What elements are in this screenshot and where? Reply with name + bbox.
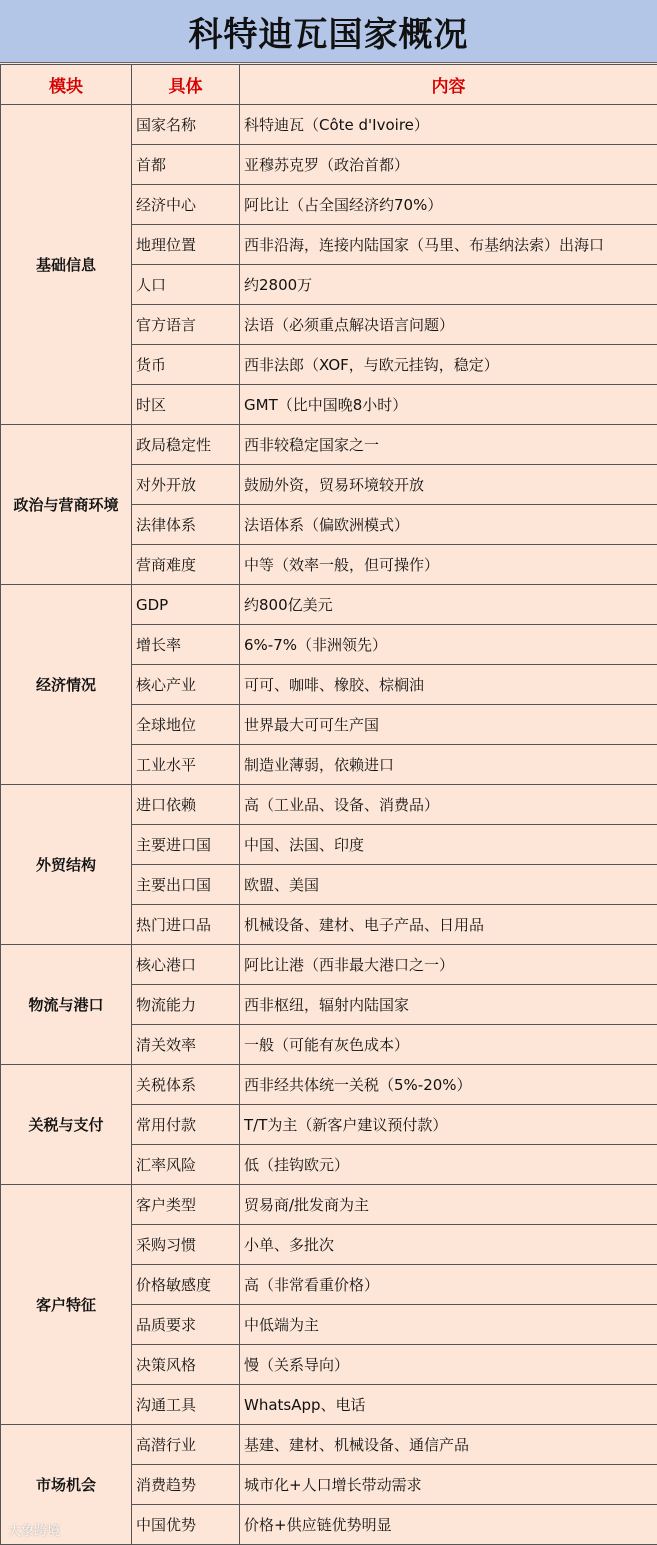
content-cell: 中国、法国、印度 [240,825,657,865]
table-row [1,1425,657,1465]
item-cell: 人口 [132,265,240,305]
header-content: 内容 [240,65,657,105]
item-cell: 工业水平 [132,745,240,785]
item-cell: 核心产业 [132,665,240,705]
item-cell: 客户类型 [132,1185,240,1225]
item-cell: 政局稳定性 [132,425,240,465]
content-cell: 鼓励外资，贸易环境较开放 [240,465,657,505]
content-cell: 欧盟、美国 [240,865,657,905]
content-cell: 价格+供应链优势明显 [240,1505,657,1545]
item-cell: 货币 [132,345,240,385]
module-cell: 客户特征 [1,1185,132,1425]
item-cell: 沟通工具 [132,1385,240,1425]
content-cell: 西非较稳定国家之一 [240,425,657,465]
content-cell: 高（工业品、设备、消费品） [240,785,657,825]
content-cell: 西非枢纽，辐射内陆国家 [240,985,657,1025]
item-cell: 清关效率 [132,1025,240,1065]
content-cell: 阿比让（占全国经济约70%） [240,185,657,225]
item-cell: 法律体系 [132,505,240,545]
item-cell: 国家名称 [132,105,240,145]
content-cell: 阿比让港（西非最大港口之一） [240,945,657,985]
item-cell: 对外开放 [132,465,240,505]
table-row [1,585,657,625]
content-cell: 科特迪瓦（Côte d'Ivoire） [240,105,657,145]
module-cell: 物流与港口 [1,945,132,1065]
content-cell: 西非沿海，连接内陆国家（马里、布基纳法索）出海口 [240,225,657,265]
content-cell: 制造业薄弱，依赖进口 [240,745,657,785]
item-cell: 进口依赖 [132,785,240,825]
item-cell: 首都 [132,145,240,185]
content-cell: 西非法郎（XOF，与欧元挂钩，稳定） [240,345,657,385]
overview-table [0,64,657,1545]
content-cell: 约800亿美元 [240,585,657,625]
item-cell: 主要出口国 [132,865,240,905]
content-cell: 一般（可能有灰色成本） [240,1025,657,1065]
content-cell: 6%-7%（非洲领先） [240,625,657,665]
content-cell: 城市化+人口增长带动需求 [240,1465,657,1505]
item-cell: 采购习惯 [132,1225,240,1265]
item-cell: 全球地位 [132,705,240,745]
content-cell: 亚穆苏克罗（政治首都） [240,145,657,185]
module-cell: 关税与支付 [1,1065,132,1185]
header-item: 具体 [132,65,240,105]
content-cell: 西非经共体统一关税（5%-20%） [240,1065,657,1105]
item-cell: GDP [132,585,240,625]
table-row [1,425,657,465]
content-cell: 中低端为主 [240,1305,657,1345]
item-cell: 价格敏感度 [132,1265,240,1305]
content-cell: 基建、建材、机械设备、通信产品 [240,1425,657,1465]
module-cell: 政治与营商环境 [1,425,132,585]
table-row [1,1065,657,1105]
content-cell: 贸易商/批发商为主 [240,1185,657,1225]
page-title: 科特迪瓦国家概况 [0,0,657,63]
module-cell: 经济情况 [1,585,132,785]
table-header-row [1,65,657,105]
item-cell: 关税体系 [132,1065,240,1105]
item-cell: 经济中心 [132,185,240,225]
content-cell: 中等（效率一般，但可操作） [240,545,657,585]
content-cell: 法语体系（偏欧洲模式） [240,505,657,545]
content-cell: 约2800万 [240,265,657,305]
table-body [1,105,657,1545]
item-cell: 品质要求 [132,1305,240,1345]
item-cell: 高潜行业 [132,1425,240,1465]
content-cell: WhatsApp、电话 [240,1385,657,1425]
content-cell: 高（非常看重价格） [240,1265,657,1305]
item-cell: 热门进口品 [132,905,240,945]
item-cell: 时区 [132,385,240,425]
item-cell: 物流能力 [132,985,240,1025]
table-row [1,1185,657,1225]
content-cell: 慢（关系导向） [240,1345,657,1385]
item-cell: 地理位置 [132,225,240,265]
item-cell: 消费趋势 [132,1465,240,1505]
table-row [1,945,657,985]
content-cell: GMT（比中国晚8小时） [240,385,657,425]
item-cell: 主要进口国 [132,825,240,865]
item-cell: 汇率风险 [132,1145,240,1185]
item-cell: 营商难度 [132,545,240,585]
table-row [1,785,657,825]
item-cell: 官方语言 [132,305,240,345]
item-cell: 增长率 [132,625,240,665]
header-module: 模块 [1,65,132,105]
content-cell: 机械设备、建材、电子产品、日用品 [240,905,657,945]
module-cell: 市场机会 [1,1425,132,1545]
content-cell: 世界最大可可生产国 [240,705,657,745]
module-cell: 外贸结构 [1,785,132,945]
content-cell: 可可、咖啡、橡胶、棕榈油 [240,665,657,705]
module-cell: 基础信息 [1,105,132,425]
content-cell: 小单、多批次 [240,1225,657,1265]
content-cell: 法语（必须重点解决语言问题） [240,305,657,345]
item-cell: 核心港口 [132,945,240,985]
watermark: 大象跨境 [8,1524,61,1539]
table-row [1,105,657,145]
item-cell: 决策风格 [132,1345,240,1385]
item-cell: 中国优势 [132,1505,240,1545]
content-cell: T/T为主（新客户建议预付款） [240,1105,657,1145]
item-cell: 常用付款 [132,1105,240,1145]
content-cell: 低（挂钩欧元） [240,1145,657,1185]
